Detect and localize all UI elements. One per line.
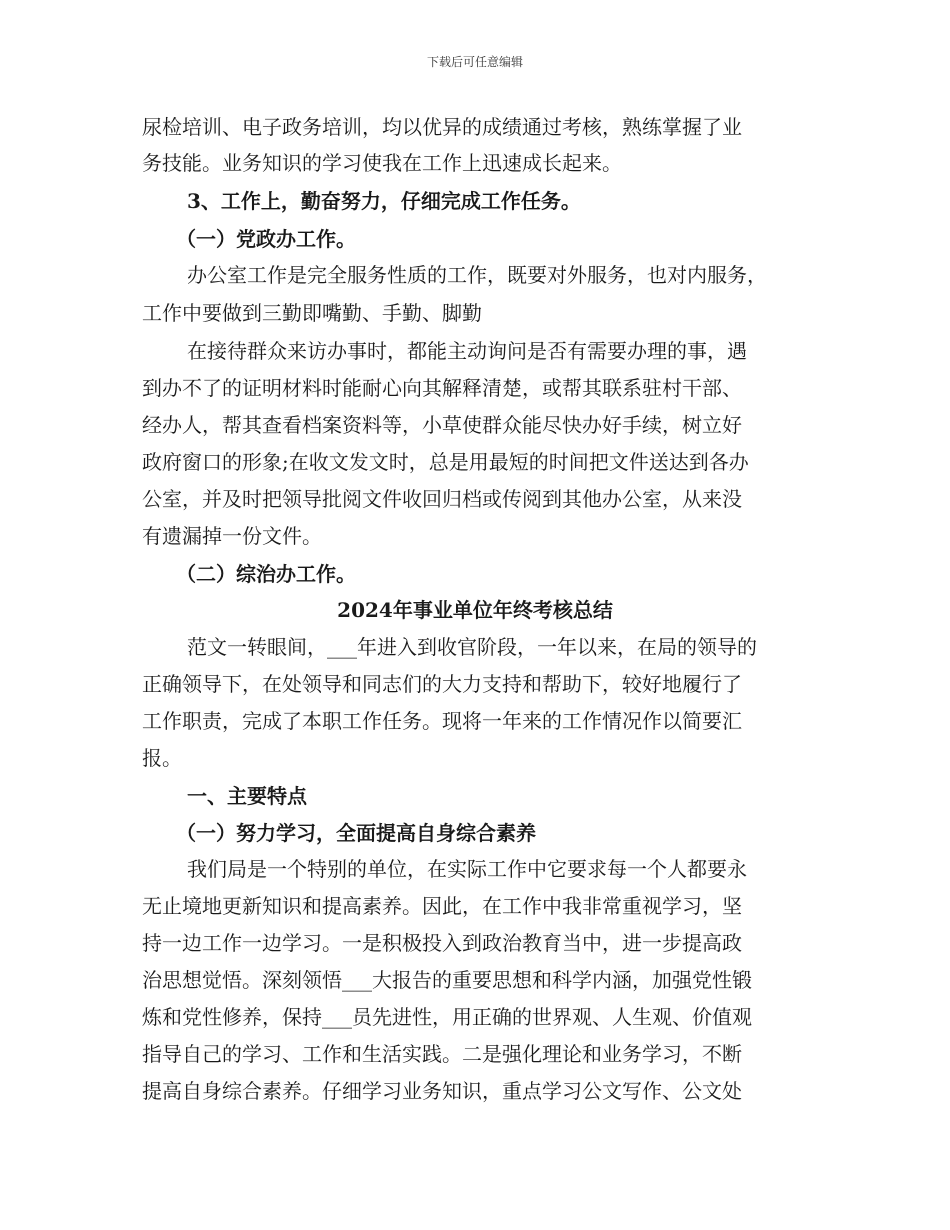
body-line: 有遗漏掉一份文件。	[142, 524, 322, 548]
body-line: 无止境地更新知识和提高素养。因此，在工作中我非常重视学习，坚	[142, 894, 742, 918]
body-line: 炼和党性修养，保持___员先进性，用正确的世界观、人生观、价值观	[142, 1005, 752, 1029]
body-line: 办公室工作是完全服务性质的工作，既要对外服务，也对内服务，	[187, 263, 767, 287]
body-line: 指导自己的学习、工作和生活实践。二是强化理论和业务学习，不断	[142, 1042, 742, 1066]
body-line: 公室，并及时把领导批阅文件收回归档或传阅到其他办公室，从来没	[142, 487, 742, 511]
page-header: 下载后可任意编辑	[426, 55, 523, 69]
body-line: 尿检培训、电子政务培训，均以优异的成绩通过考核，熟练掌握了业	[142, 115, 742, 139]
body-line: 工作职责，完成了本职工作任务。现将一年来的工作情况作以简要汇	[142, 709, 742, 733]
body-line: 工作中要做到三勤即嘴勤、手勤、脚勤	[142, 301, 482, 325]
body-line: 我们局是一个特别的单位，在实际工作中它要求每一个人都要永	[187, 857, 747, 881]
body-line: 正确领导下，在处领导和同志们的大力支持和帮助下，较好地履行了	[142, 672, 742, 696]
body-line: 治思想觉悟。深刻领悟___大报告的重要思想和科学内涵，加强党性锻	[142, 968, 752, 992]
body-line: 报。	[142, 746, 182, 770]
subheading-study: （一）努力学习，全面提高自身综合素养	[176, 821, 536, 845]
body-line: 务技能。业务知识的学习使我在工作上迅速成长起来。	[142, 151, 622, 175]
subheading-party-office: （一）党政办工作。	[176, 227, 356, 251]
body-line: 范文一转眼间，___年进入到收官阶段，一年以来，在局的领导的	[187, 635, 757, 659]
body-line: 政府窗口的形象;在收文发文时，总是用最短的时间把文件送达到各办	[142, 450, 749, 474]
subheading-comprehensive-office: （二）综治办工作。	[176, 562, 356, 586]
body-line: 提高自身综合素养。仔细学习业务知识，重点学习公文写作、公文处	[142, 1079, 742, 1103]
heading-main-features: 一、主要特点	[187, 784, 307, 808]
body-line: 经办人，帮其查看档案资料等，小草使群众能尽快办好手续，树立好	[142, 413, 742, 437]
body-line: 持一边工作一边学习。一是积极投入到政治教育当中，进一步提高政	[142, 931, 742, 955]
document-title: 2024年事业单位年终考核总结	[337, 598, 613, 622]
heading-3: 3、工作上，勤奋努力，仔细完成工作任务。	[187, 189, 581, 213]
body-line: 到办不了的证明材料时能耐心向其解释清楚，或帮其联系驻村干部、	[142, 376, 742, 400]
body-line: 在接待群众来访办事时，都能主动询问是否有需要办理的事，遇	[187, 339, 747, 363]
